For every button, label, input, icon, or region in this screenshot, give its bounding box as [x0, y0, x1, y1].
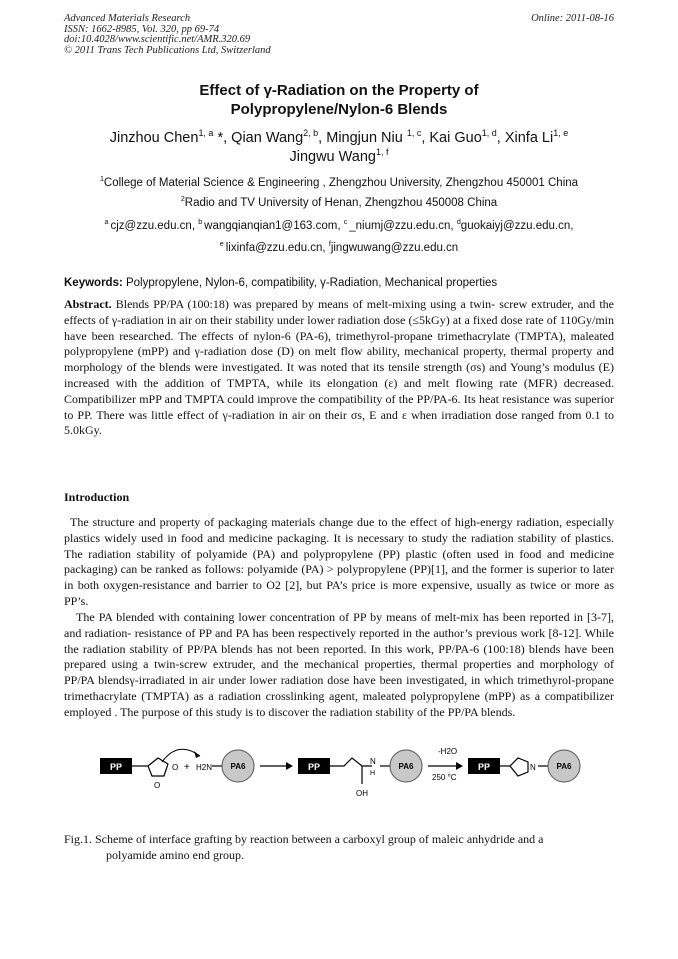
affiliation-2 — [64, 196, 614, 210]
author-name: Qian Wang — [231, 130, 304, 146]
author-name: Kai Guo — [429, 130, 482, 146]
email-sup: e — [219, 240, 226, 249]
copyright-line: © 2011 Trans Tech Publications Ltd, Switzerland — [64, 44, 271, 56]
oxygen-label: O — [172, 763, 179, 772]
issn-line: ISSN: 1662-8985, Vol. 320, pp 69-74 — [64, 23, 220, 35]
email-line-2 — [64, 241, 614, 255]
title-line-2: Polypropylene/Nylon-6 Blends — [230, 101, 448, 118]
author-affil-sup: 1, c — [406, 128, 422, 139]
arrowhead-icon — [456, 762, 463, 770]
temperature-label: 250 °C — [432, 773, 457, 782]
amine-label: H2N — [196, 763, 213, 772]
grafting-scheme-figure — [100, 742, 600, 818]
pp-label: PP — [477, 762, 491, 772]
pa6-label: PA6 — [556, 762, 572, 771]
paper-title — [64, 81, 614, 119]
corresponding-mark: * — [213, 130, 224, 146]
journal-name: Advanced Materials Research — [64, 13, 191, 24]
email-link[interactable]: jingwuwang@zzu.edu.cn — [330, 242, 459, 254]
email-link[interactable]: _niumj@zzu.edu.cn, — [349, 220, 457, 232]
author-name: Xinfa Li — [504, 130, 554, 146]
author-name: Mingjun Niu — [326, 130, 407, 146]
email-link[interactable]: wangqianqian1@163.com, — [204, 220, 344, 232]
oxygen-label: O — [154, 781, 161, 790]
anhydride-ring — [148, 758, 168, 776]
dehydration-label: -H2O — [438, 747, 458, 756]
email-sup: b — [198, 218, 205, 227]
hydroxyl-label: OH — [356, 789, 368, 798]
author-affil-sup: 2, b — [303, 128, 319, 139]
author-name: Jinzhou Chen — [109, 130, 199, 146]
email-link[interactable]: guokaiyj@zzu.edu.cn, — [460, 220, 574, 232]
arrowhead-icon — [194, 751, 200, 758]
figure-caption — [64, 832, 614, 864]
caption-line-1: Fig.1. Scheme of interface grafting by reaction between a carboxyl group of maleic anhydride and a — [64, 832, 544, 846]
email-sup: a — [104, 218, 111, 227]
intro-paragraph-1: The structure and property of packaging materials change due to the effect of high-energy radiation, especially plastics widely used in food and medicine packaging. It is necessary to study the radiation stability of plastics. The radiation stability of polyamide (PA) and polypropylene (PP) plastic (often used in food and medicine packaging) can be ranked as follows: polyamide (PA) > polypropylene (PP)[1], and the former is superior to later in both oxygen-resistance and barrier to O2 [2], but PA’s price is more expensive, usually as twice or more as PP’s. — [64, 515, 614, 608]
author-affil-sup: 1, e — [553, 128, 569, 139]
email-sup: c — [343, 218, 350, 227]
email-sup: f — [328, 240, 331, 249]
journal-header — [64, 14, 444, 56]
nitrogen-label: N — [530, 763, 536, 772]
pp-label: PP — [109, 762, 123, 772]
abstract-paragraph — [64, 297, 614, 439]
imide-ring — [510, 758, 528, 776]
email-link[interactable]: cjz@zzu.edu.cn, — [110, 220, 199, 232]
keywords-text: Polypropylene, Nylon-6, compatibility, γ-Radiation, Mechanical properties — [122, 277, 498, 289]
affiliation-sup: 1 — [99, 175, 104, 184]
nitrogen-label: N — [370, 757, 376, 766]
email-link[interactable]: lixinfa@zzu.edu.cn, — [225, 242, 329, 254]
hydrogen-label: H — [370, 770, 376, 777]
author-list: Jinzhou Chen$^{1, a}$ *, Qian Wang$^{2, b}$, Mingjun Niu $^{1, c}$, Kai Guo$^{1, d}$, Xinfa Li$^{1, e}$ Jingwu Wang$^{1, f}$ — [109, 128, 569, 165]
affiliation-text: Radio and TV University of Henan, Zhengzhou 450008 China — [184, 197, 498, 209]
intro-paragraph-2: The PA blended with containing lower concentration of PP by means of melt-mix has been reported in [3-7], and radiation- resistance of PP and PA has been respectively reported in the author’s previous work [8-12]. While the radiation stability of PP/PA blends has not been reported. In this work, PP/PA-6 (100:18) blends have been prepared using a twin-screw extruder, and the mechanical properties, thermal properties and morphology of PP/PA blendsγ-irradiated in air under lower radiation dose have been investigated, in which trimethyrol-propane trimethacrylate (TMPTA) as a radiation crosslinking agent, maleated polypropylene (mPP) as a compatibilizer employed . The purpose of this study is to discover the radiation stability of the PP/PA blends. — [64, 610, 614, 719]
introduction-heading: Introduction — [64, 490, 130, 504]
plus-sign: + — [184, 762, 190, 773]
affiliation-1 — [64, 176, 614, 190]
abstract-label: Abstract. — [64, 297, 112, 311]
title-line-1: Effect of γ-Radiation on the Property of — [199, 82, 479, 99]
arrowhead-icon — [286, 762, 293, 770]
attack-arrow — [162, 749, 200, 762]
caption-line-2: polyamide amino end group. — [106, 847, 244, 862]
keywords-line — [64, 276, 614, 290]
email-sup: d — [456, 218, 461, 227]
affiliation-text: College of Material Science & Engineering , Zhengzhou University, Zhengzhou 450001 China — [103, 177, 579, 189]
pa6-label: PA6 — [398, 762, 414, 771]
keywords-label: Keywords: — [64, 277, 123, 289]
abstract-text: Blends PP/PA (100:18) was prepared by means of melt-mixing using a twin- screw extruder, and the effects of γ-radiation in air on their stability under lower radiation dose (≤5kGy) at a fixed dose rate of 110Gy/min have been researched. The effects of nylon-6 (PA-6), trimethyrol-propane trimethacrylate (TMPTA), maleated polypropylene (mPP) and γ-radiation dose (D) on melt flow ability, mechanical property, thermal property and morphology of the blends were investigated. It was noted that its tensile strength (σs) and Young’s modulus (E) increased with the addition of TMPTA, while its elongation (ε) and melt flowing rate (MFR) decreased. Compatibilizer mPP and TMPTA could improve the compatibility of the PP/PA-6. Its heat resistance was superior to PP. There was little effect of γ-radiation in air on their σs, E and ε when irradiation dose ranged from 0.1 to 5.0kGy. — [64, 297, 614, 438]
pp-label: PP — [307, 762, 321, 772]
amide-chain — [330, 758, 372, 766]
author-affil-sup: 1, a — [198, 128, 214, 139]
author-name: Jingwu Wang — [289, 149, 376, 165]
affiliation-sup: 2 — [180, 195, 185, 204]
pa6-label: PA6 — [230, 762, 246, 771]
author-affil-sup: 1, d — [481, 128, 497, 139]
online-date: Online: 2011-08-16 — [531, 13, 614, 24]
author-affil-sup: 1, f — [376, 147, 389, 158]
doi-line: doi:10.4028/www.scientific.net/AMR.320.69 — [64, 34, 251, 45]
email-line-1 — [64, 219, 614, 233]
